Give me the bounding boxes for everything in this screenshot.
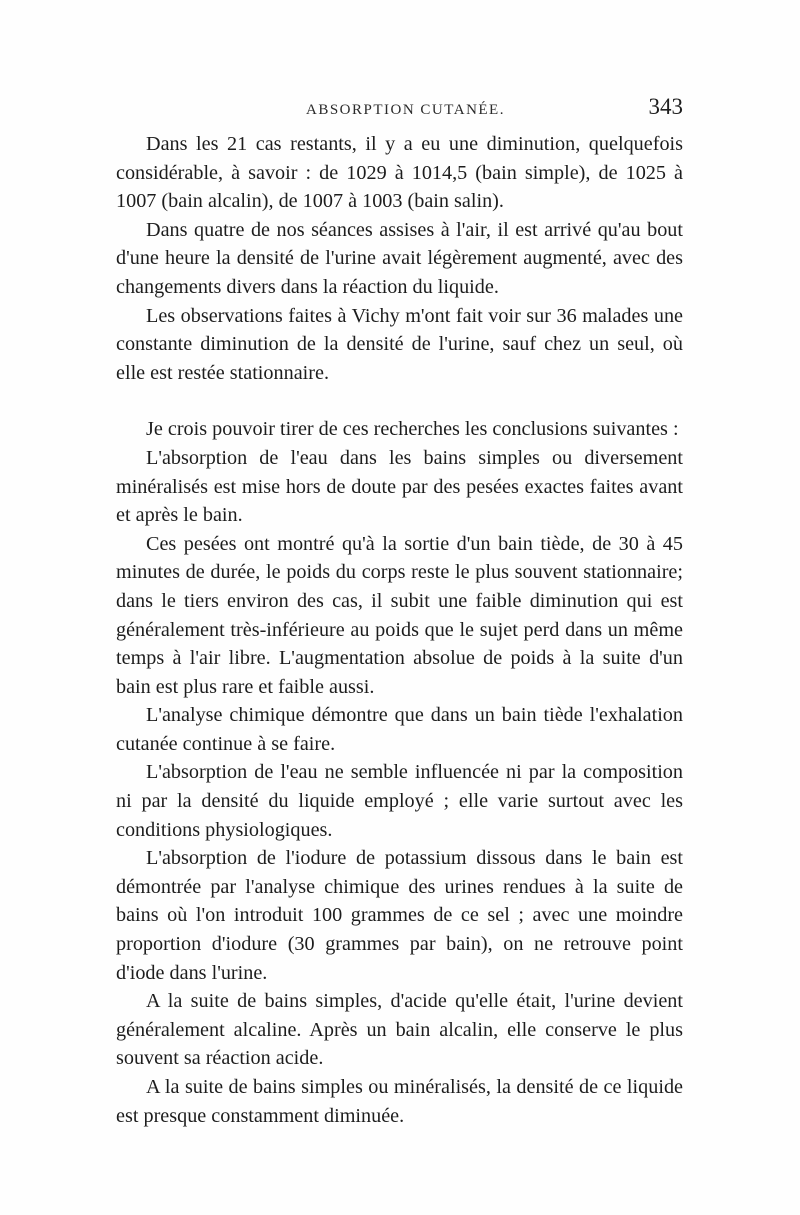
paragraph: Dans quatre de nos séances assises à l'air, il est arrivé qu'au bout d'une heure la densité de l'urine avait légèrement augmenté, avec des changements divers dans la réaction du liquide. (116, 218, 683, 298)
paragraph: A la suite de bains simples ou minéralisés, la densité de ce liquide est presque constamment diminuée. (116, 1076, 683, 1127)
paragraph: Dans les 21 cas restants, il y a eu une diminution, quelquefois considérable, à savoir : de 1029 à 1014,5 (bain simple), de 1025 à 1007 (bain alcalin), de 1007 à 1003 (bain salin). (116, 133, 683, 213)
page-header (116, 92, 683, 124)
paragraph: L'absorption de l'eau dans les bains simples ou diversement minéralisés est mise hors de doute par des pesées exactes faites avant et après le bain. (116, 446, 683, 527)
body-text (116, 130, 683, 1130)
paragraph: L'absorption de l'iodure de potassium dissous dans le bain est démontrée par l'analyse chimique des urines rendues à la suite de bains où l'on introduit 100 grammes de ce sel ; avec une moindre proportion d'iodure (30 grammes par bain), on ne retrouve point d'iode dans l'urine. (116, 847, 683, 984)
paragraph: Ces pesées ont montré qu'à la sortie d'un bain tiède, de 30 à 45 minutes de durée, le poids du corps reste le plus souvent stationnaire; dans le tiers environ des cas, il subit une faible diminution qui est généralement très-inférieure au poids que le sujet perd dans un même temps à l'air libre. L'augmentation absolue de poids à la suite d'un bain est plus rare et faible aussi. (116, 532, 683, 698)
paragraph: Les observations faites à Vichy m'ont fait voir sur 36 malades une constante diminution de la densité de l'urine, sauf chez un seul, où elle est restée stationnaire. (116, 304, 683, 384)
paragraph: L'analyse chimique démontre que dans un bain tiède l'exhalation cutanée continue à se faire. (116, 704, 683, 755)
page-number: 343 (648, 94, 683, 119)
paragraph: A la suite de bains simples, d'acide qu'elle était, l'urine devient généralement alcaline. Après un bain alcalin, elle conserve le plus souvent sa réaction acide. (116, 990, 683, 1070)
paragraph: Je crois pouvoir tirer de ces recherches les conclusions suivantes : (146, 418, 679, 441)
running-title: ABSORPTION CUTANÉE. (306, 102, 505, 118)
paragraph: L'absorption de l'eau ne semble influencée ni par la composition ni par la densité du liquide employé ; elle varie surtout avec les conditions physiologiques. (116, 761, 683, 841)
